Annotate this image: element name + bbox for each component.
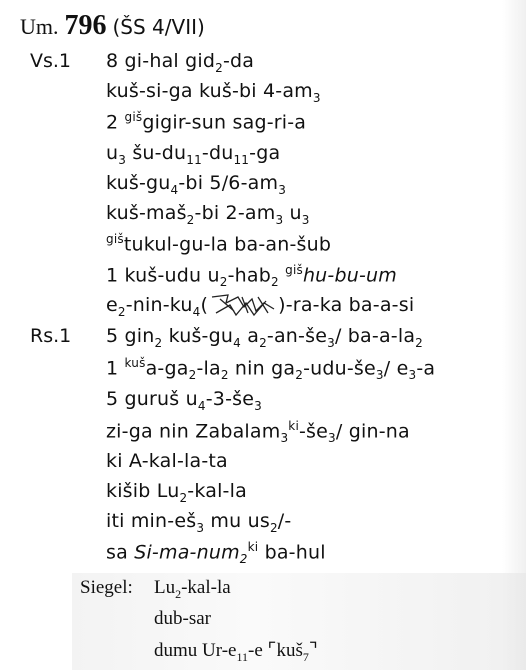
line-text: kuš-$gu_4-bi$ $5/6-am_3$: [106, 172, 287, 197]
line-text: $^{giš}$tukul-gu-la ba-an-šub: [106, 232, 332, 256]
line-text: 5 guruš $u_4-3-še_3$: [106, 388, 262, 413]
text-header: [20, 10, 205, 42]
line-text: 5 gin$_2$ kuš-$gu_4$ $a_2-an-še_3/$ $ba-a-la_2$: [106, 325, 424, 350]
side-label: Vs.1: [30, 50, 72, 72]
seal-label: Siegel:: [80, 577, 133, 598]
seal-line: $Lu_2-kal-la$: [154, 577, 231, 601]
line-text: 8 gi-hal gid$_2$-da: [106, 50, 255, 75]
line-text: ki A-kal-la-ta: [106, 450, 228, 472]
line-text: 1 kuš-udu $u_2-hab_2$ $^{giš}$hu-bu-um: [106, 263, 397, 290]
line-text: kuš-maš$_2$-bi $2-am_3$ $u_3$: [106, 202, 310, 227]
line-text: 2 $^{giš}$gigir-sun sag-ri-a: [106, 110, 307, 134]
seal-line: dub-sar: [154, 608, 211, 629]
line-text: iti $\min-eš_3$ mu $us_2/-$: [106, 510, 292, 535]
line-text: kišib $Lu_2-kal-la$: [106, 480, 247, 505]
text-number: 796: [64, 10, 107, 41]
broken-sign-icon: [208, 293, 278, 317]
header-prefix: Um.: [20, 14, 59, 39]
line-text: sa Si-ma-num$_2^{ki}$ ba-hul: [106, 540, 326, 567]
date-reference: (ŠS 4/VII): [112, 15, 205, 39]
scan-shadow: [502, 0, 526, 670]
line-text: zi-ga nin $Zabalam_3^{ki}-še_3/$ gin-na: [106, 419, 410, 446]
line-text: $u_3$ $šu-du_{11}-du_{11}-ga$: [106, 142, 281, 167]
seal-line: dumu $Ur-e_{11}-e$ ⌜kuš$_7$⌝: [154, 640, 318, 664]
line-text: 1 $^{kuš}a-ga_2-la_2$ nin $ga_2-udu-še_3/$ $e_3-a$: [106, 356, 436, 383]
line-text: $e_2-nin-ku_4$( )-ra-ka ba-a-si: [106, 294, 415, 319]
line-text: kuš-si-ga kuš-bi $4-am_3$: [106, 80, 321, 105]
seal-section: [72, 573, 526, 670]
side-label: Rs.1: [30, 325, 72, 347]
